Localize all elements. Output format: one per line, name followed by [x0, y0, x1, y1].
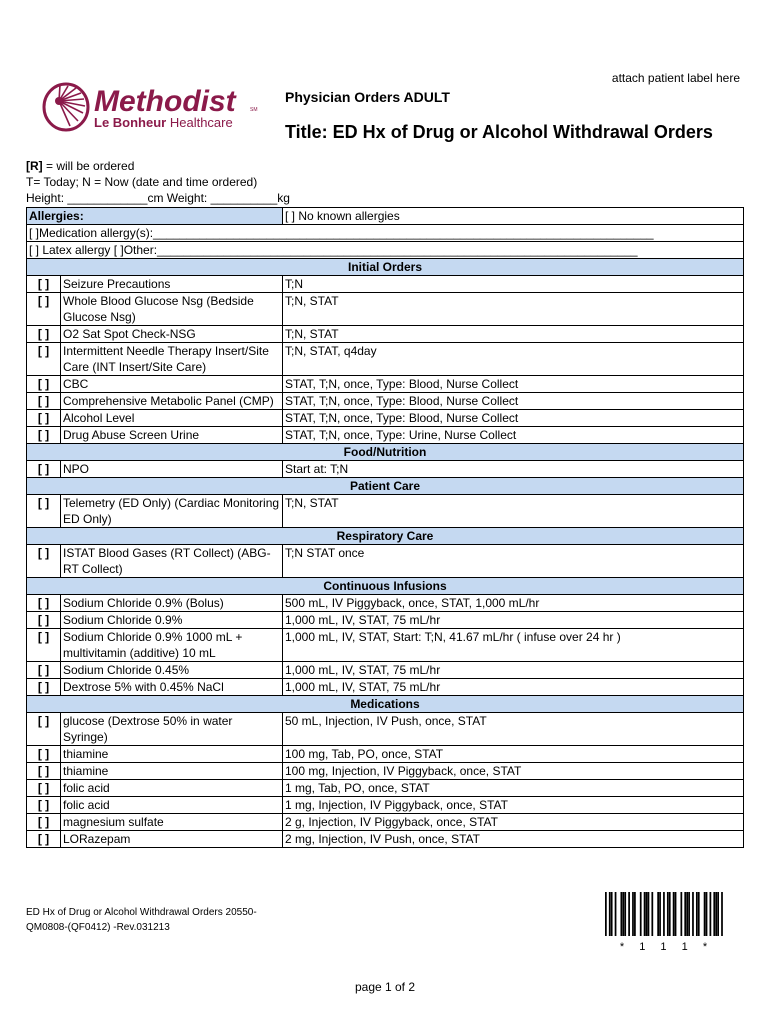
starburst-icon — [44, 84, 88, 130]
barcode-bar — [673, 892, 675, 936]
barcode-bar — [632, 892, 634, 936]
order-row — [27, 763, 744, 780]
order-checkbox[interactable]: [ ] — [27, 410, 61, 427]
barcode-bar — [713, 892, 715, 936]
barcode-bar — [648, 892, 650, 936]
order-details: 1 mg, Tab, PO, once, STAT — [283, 780, 744, 797]
order-details: T;N — [283, 276, 744, 293]
order-checkbox[interactable]: [ ] — [27, 780, 61, 797]
no-known-allergies-checkbox[interactable]: [ ] No known allergies — [283, 208, 744, 225]
order-details: 2 mg, Injection, IV Push, once, STAT — [283, 831, 744, 848]
order-checkbox[interactable]: [ ] — [27, 276, 61, 293]
attach-label: attach patient label here — [611, 71, 740, 85]
legend-key: [R] — [26, 159, 43, 173]
barcode-bar — [663, 892, 665, 936]
barcode-bar — [634, 892, 636, 936]
barcode-bar — [615, 892, 617, 936]
order-details: T;N, STAT — [283, 293, 744, 326]
order-row — [27, 814, 744, 831]
section-header-medications: Medications — [27, 696, 744, 713]
barcode-bar — [698, 892, 700, 936]
section-header-food: Food/Nutrition — [27, 444, 744, 461]
order-name: LORazepam — [61, 831, 283, 848]
order-details: STAT, T;N, once, Type: Blood, Nurse Collect — [283, 393, 744, 410]
barcode-bar — [717, 892, 719, 936]
order-details: 1,000 mL, IV, STAT, 75 mL/hr — [283, 679, 744, 696]
medication-allergy-field[interactable]: [ ]Medication allergy(s):___________________________________________________________________________ — [27, 225, 744, 242]
order-name: Sodium Chloride 0.9% (Bolus) — [61, 595, 283, 612]
order-checkbox[interactable]: [ ] — [27, 293, 61, 326]
barcode-bars — [605, 892, 725, 936]
form-number — [26, 905, 276, 935]
latex-other-allergy-field[interactable]: [ ] Latex allergy [ ]Other:________________________________________________________________________ — [27, 242, 744, 259]
order-details: 2 g, Injection, IV Piggyback, once, STAT — [283, 814, 744, 831]
order-name: ISTAT Blood Gases (RT Collect) (ABG- RT Collect) — [61, 545, 283, 578]
page-title: Title: ED Hx of Drug or Alcohol Withdrawal Orders — [285, 122, 713, 142]
allergies-label: Allergies: — [27, 208, 283, 225]
barcode-bar — [680, 892, 682, 936]
section-header-initial: Initial Orders — [27, 259, 744, 276]
order-row — [27, 679, 744, 696]
order-name: Alcohol Level — [61, 410, 283, 427]
order-details: 1,000 mL, IV, STAT, Start: T;N, 41.67 mL/hr ( infuse over 24 hr ) — [283, 629, 744, 662]
order-checkbox[interactable]: [ ] — [27, 595, 61, 612]
order-row — [27, 662, 744, 679]
order-row — [27, 276, 744, 293]
barcode-bar — [675, 892, 677, 936]
logo-wordmark: Methodist — [94, 85, 236, 118]
order-row — [27, 797, 744, 814]
order-details: 1,000 mL, IV, STAT, 75 mL/hr — [283, 612, 744, 629]
form-number-line-2: QM0808-(QF0412) -Rev.031213 — [26, 922, 170, 933]
barcode-bar — [622, 892, 624, 936]
order-row — [27, 343, 744, 376]
order-checkbox[interactable]: [ ] — [27, 679, 61, 696]
order-row — [27, 376, 744, 393]
barcode-bar — [640, 892, 642, 936]
order-details: STAT, T;N, once, Type: Blood, Nurse Collect — [283, 410, 744, 427]
order-row — [27, 410, 744, 427]
order-checkbox[interactable]: [ ] — [27, 427, 61, 444]
barcode-bar — [611, 892, 613, 936]
order-details: 500 mL, IV Piggyback, once, STAT, 1,000 mL/hr — [283, 595, 744, 612]
order-details: STAT, T;N, once, Type: Urine, Nurse Collect — [283, 427, 744, 444]
order-name: Dextrose 5% with 0.45% NaCl — [61, 679, 283, 696]
order-row — [27, 780, 744, 797]
order-row — [27, 461, 744, 478]
order-details: 1,000 mL, IV, STAT, 75 mL/hr — [283, 662, 744, 679]
order-checkbox[interactable]: [ ] — [27, 495, 61, 528]
barcode-bar — [696, 892, 698, 936]
order-name: Intermittent Needle Therapy Insert/Site Care (INT Insert/Site Care) — [61, 343, 283, 376]
section-header-patient-care: Patient Care — [27, 478, 744, 495]
barcode-bar — [646, 892, 648, 936]
order-name: glucose (Dextrose 50% in water Syringe) — [61, 713, 283, 746]
order-name: Drug Abuse Screen Urine — [61, 427, 283, 444]
logo-subtitle: Le Bonheur Healthcare — [94, 115, 233, 130]
order-details: 50 mL, Injection, IV Push, once, STAT — [283, 713, 744, 746]
methodist-logo — [42, 82, 282, 136]
order-details: STAT, T;N, once, Type: Blood, Nurse Collect — [283, 376, 744, 393]
legend-line-1: = will be ordered — [42, 159, 135, 173]
barcode-bar — [609, 892, 611, 936]
barcode-bar — [624, 892, 626, 936]
order-checkbox[interactable]: [ ] — [27, 343, 61, 376]
barcode-bar — [628, 892, 630, 936]
barcode-text: * 1 1 1 * — [619, 941, 711, 953]
order-name: O2 Sat Spot Check-NSG — [61, 326, 283, 343]
document-type: Physician Orders ADULT — [285, 89, 450, 105]
barcode-bar — [721, 892, 723, 936]
barcode-bar — [651, 892, 653, 936]
barcode-bar — [692, 892, 694, 936]
order-name: Whole Blood Glucose Nsg (Bedside Glucose Nsg) — [61, 293, 283, 326]
order-name: Comprehensive Metabolic Panel (CMP) — [61, 393, 283, 410]
legend-line-2: T= Today; N = Now (date and time ordered) — [26, 175, 258, 189]
order-checkbox[interactable]: [ ] — [27, 393, 61, 410]
order-checkbox[interactable]: [ ] — [27, 746, 61, 763]
page-number: page 1 of 2 — [354, 980, 416, 994]
order-row — [27, 612, 744, 629]
order-checkbox[interactable]: [ ] — [27, 376, 61, 393]
order-details: 100 mg, Tab, PO, once, STAT — [283, 746, 744, 763]
order-name: Sodium Chloride 0.9% 1000 mL + multivitamin (additive) 10 mL — [61, 629, 283, 662]
order-checkbox[interactable]: [ ] — [27, 629, 61, 662]
barcode-bar — [710, 892, 712, 936]
order-name: thiamine — [61, 746, 283, 763]
barcode-bar — [620, 892, 622, 936]
order-details: T;N, STAT — [283, 495, 744, 528]
order-details: T;N, STAT, q4day — [283, 343, 744, 376]
order-name: Seizure Precautions — [61, 276, 283, 293]
order-checkbox[interactable]: [ ] — [27, 326, 61, 343]
order-checkbox[interactable]: [ ] — [27, 662, 61, 679]
order-row — [27, 831, 744, 848]
barcode-bar — [686, 892, 688, 936]
form-number-line-1: ED Hx of Drug or Alcohol Withdrawal Orders 20550- — [26, 907, 257, 918]
order-row — [27, 427, 744, 444]
order-name: Sodium Chloride 0.45% — [61, 662, 283, 679]
section-header-infusions: Continuous Infusions — [27, 578, 744, 595]
order-name: CBC — [61, 376, 283, 393]
barcode-bar — [684, 892, 686, 936]
barcode-bar — [605, 892, 607, 936]
order-name: thiamine — [61, 763, 283, 780]
legend — [26, 158, 290, 206]
barcode-bar — [715, 892, 717, 936]
order-name: folic acid — [61, 797, 283, 814]
order-name: folic acid — [61, 780, 283, 797]
order-checkbox[interactable]: [ ] — [27, 831, 61, 848]
order-name: magnesium sulfate — [61, 814, 283, 831]
order-row — [27, 293, 744, 326]
barcode — [605, 892, 725, 952]
order-row — [27, 746, 744, 763]
barcode-bar — [659, 892, 661, 936]
orders-table — [26, 207, 744, 848]
order-row — [27, 713, 744, 746]
order-row — [27, 495, 744, 528]
order-checkbox[interactable]: [ ] — [27, 545, 61, 578]
barcode-bar — [644, 892, 646, 936]
order-checkbox[interactable]: [ ] — [27, 612, 61, 629]
order-checkbox[interactable]: [ ] — [27, 814, 61, 831]
order-checkbox[interactable]: [ ] — [27, 461, 61, 478]
section-header-respiratory: Respiratory Care — [27, 528, 744, 545]
order-name: NPO — [61, 461, 283, 478]
order-row — [27, 545, 744, 578]
order-details: T;N STAT once — [283, 545, 744, 578]
order-checkbox[interactable]: [ ] — [27, 797, 61, 814]
barcode-bar — [704, 892, 706, 936]
order-row — [27, 326, 744, 343]
order-name: Telemetry (ED Only) (Cardiac Monitoring ED Only) — [61, 495, 283, 528]
order-row — [27, 393, 744, 410]
height-weight-line[interactable]: Height: ____________cm Weight: __________kg — [26, 191, 290, 205]
order-checkbox[interactable]: [ ] — [27, 763, 61, 780]
order-row — [27, 595, 744, 612]
svg-text:SM: SM — [250, 107, 258, 113]
barcode-bar — [667, 892, 669, 936]
order-name: Sodium Chloride 0.9% — [61, 612, 283, 629]
order-details: T;N, STAT — [283, 326, 744, 343]
order-details: Start at: T;N — [283, 461, 744, 478]
barcode-bar — [669, 892, 671, 936]
barcode-bar — [706, 892, 708, 936]
barcode-bar — [688, 892, 690, 936]
order-details: 1 mg, Injection, IV Piggyback, once, STAT — [283, 797, 744, 814]
order-checkbox[interactable]: [ ] — [27, 713, 61, 746]
order-details: 100 mg, Injection, IV Piggyback, once, STAT — [283, 763, 744, 780]
barcode-bar — [657, 892, 659, 936]
order-row — [27, 629, 744, 662]
